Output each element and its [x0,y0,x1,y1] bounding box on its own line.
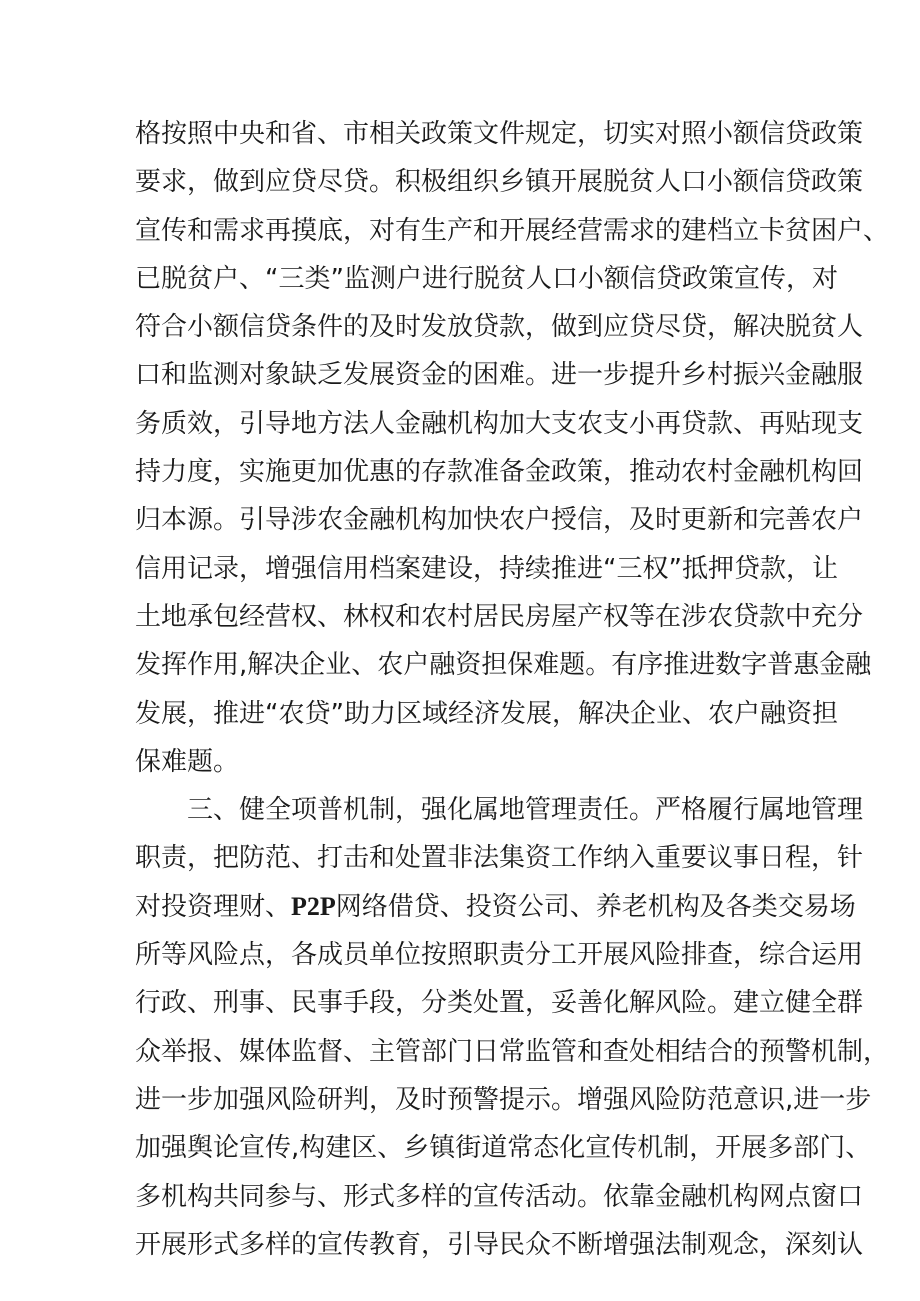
paragraph-1-line: 土地承包经营权、林权和农村居民房屋产权等在涉农贷款中充分 [135,601,864,632]
paragraph-1-line: 发展，推进“农贷”助力区域经济发展，解决企业、农户融资担 [135,698,838,729]
paragraph-1-line: 已脱贫户、“三类”监测户进行脱贫人口小额信贷政策宣传，对 [135,263,838,294]
paragraph-2-line-mixed [135,883,856,931]
section-three-heading-line: 三、健全项普机制，强化属地管理责任。严格履行属地管理 [187,795,864,826]
paragraph-1-line: 宣传和需求再摸底，对有生产和开展经营需求的建档立卡贫困户、 [135,215,890,246]
p2p-term: P2P [291,891,336,921]
paragraph-1-line: 保难题。 [135,746,240,777]
paragraph-1-line: 符合小额信贷条件的及时发放贷款，做到应贷尽贷，解决脱贫人 [135,312,864,343]
paragraph-1-line: 发挥作用,解决企业、农户融资担保难题。有序推进数字普惠金融 [135,650,872,681]
paragraph-2-line: 众举报、媒体监督、主管部门日常监管和查处相结合的预警机制， [135,1036,890,1067]
paragraph-2-line: 多机构共同参与、形式多样的宣传活动。依靠金融机构网点窗口 [135,1181,864,1212]
paragraph-2-line: 所等风险点，各成员单位按照职责分工开展风险排查，综合运用 [135,940,864,971]
paragraph-2-line: 加强舆论宣传,构建区、乡镇街道常态化宣传机制，开展多部门、 [135,1133,872,1164]
paragraph-1-line: 归本源。引导涉农金融机构加快农户授信，及时更新和完善农户 [135,505,864,536]
paragraph-2-line: 行政、刑事、民事手段，分类处置，妥善化解风险。建立健全群 [135,988,864,1019]
paragraph-1-line: 信用记录，增强信用档案建设，持续推进“三权”抵押贷款，让 [135,553,838,584]
document-body [135,110,890,1269]
paragraph-1-line: 持力度，实施更加优惠的存款准备金政策，推动农村金融机构回 [135,457,864,488]
paragraph-2-line: 进一步加强风险研判，及时预警提示。增强风险防范意识,进一步 [135,1084,872,1115]
paragraph-1-line: 务质效，引导地方法人金融机构加大支农支小再贷款、再贴现支 [135,408,864,439]
line-segment: 网络借贷、投资公司、养老机构及各类交易场 [335,891,856,922]
paragraph-2-line: 职责，把防范、打击和处置非法集资工作纳入重要议事日程，针 [135,843,864,874]
line-segment: 对投资理财、 [135,891,292,922]
paragraph-1-line: 要求，做到应贷尽贷。积极组织乡镇开展脱贫人口小额信贷政策 [135,167,864,198]
paragraph-2-line: 开展形式多样的宣传教育，引导民众不断增强法制观念，深刻认 [135,1229,864,1260]
paragraph-1-line: 格按照中央和省、市相关政策文件规定，切实对照小额信贷政策 [135,119,864,149]
paragraph-1-line: 口和监测对象缺乏发展资金的困难。进一步提升乡村振兴金融服 [135,360,864,391]
